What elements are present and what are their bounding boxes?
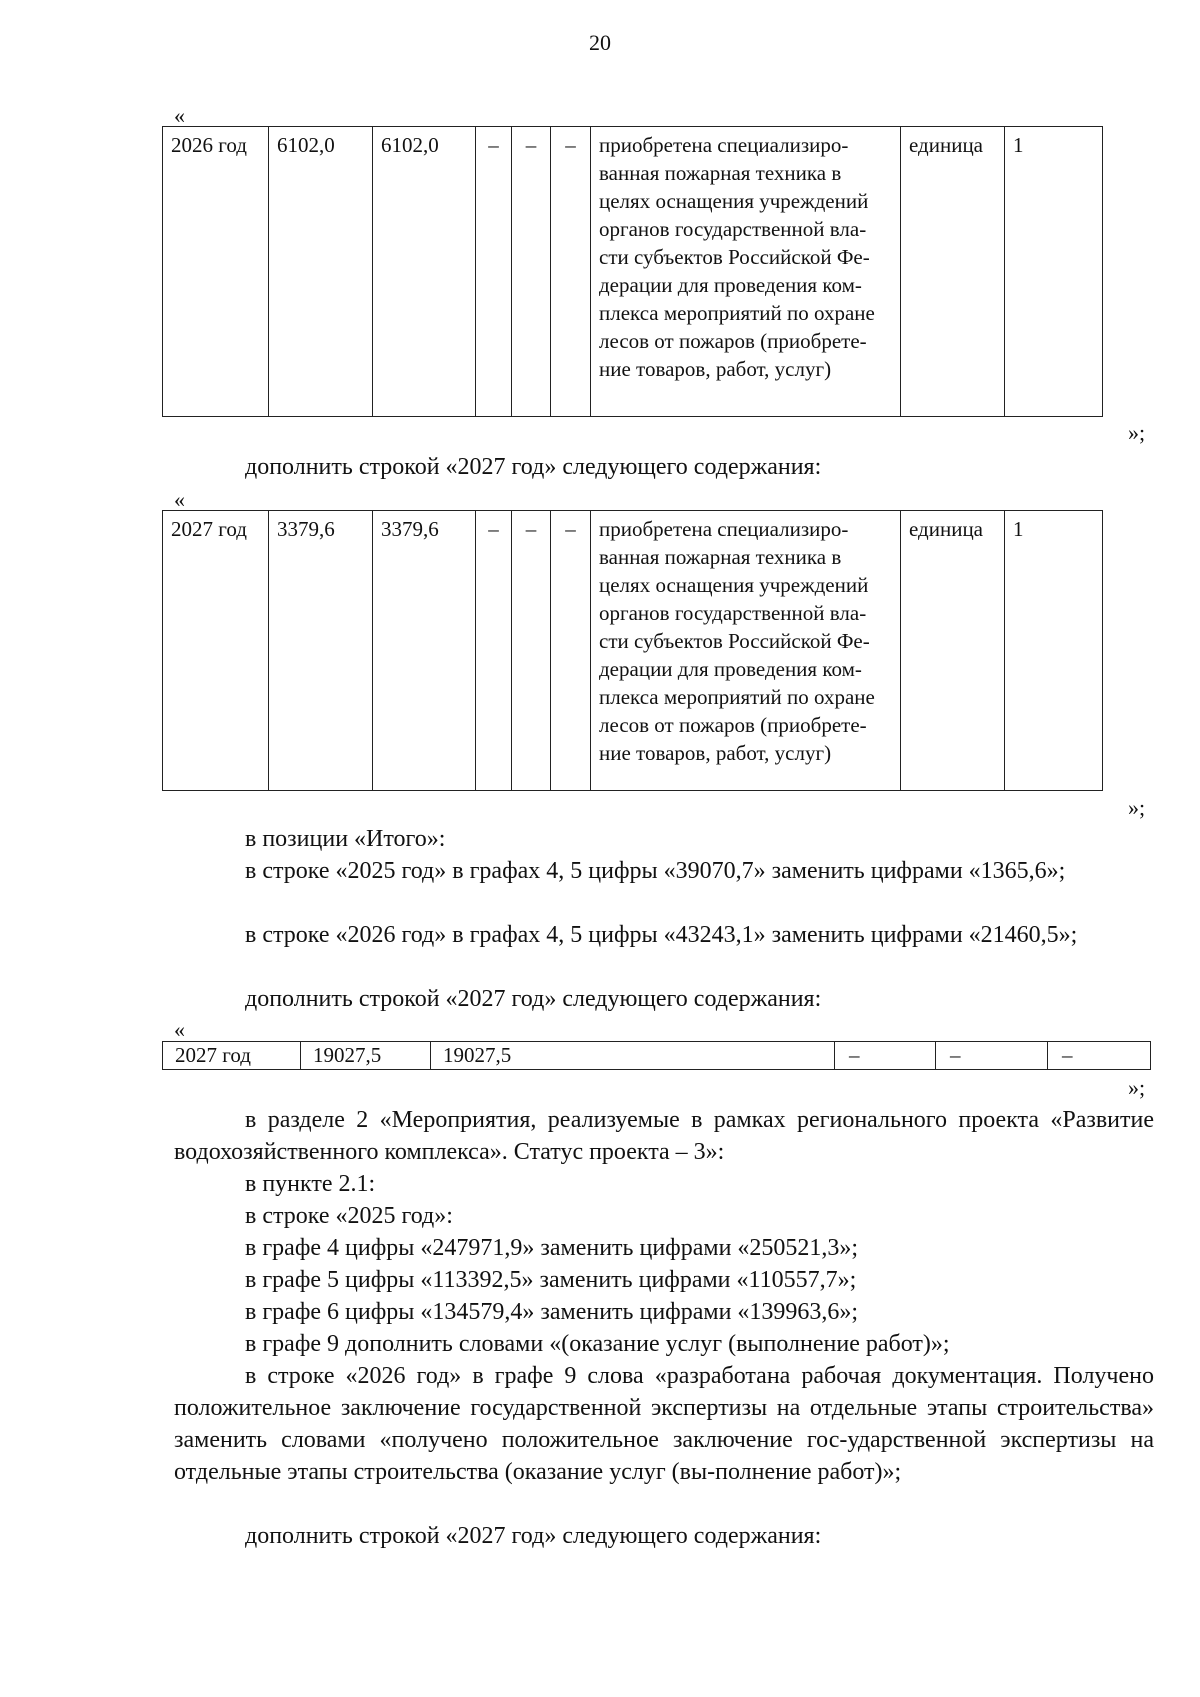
table-1-col2: 6102,0	[269, 127, 373, 417]
table-3	[162, 1041, 1151, 1070]
table-1-open-quote: «	[174, 103, 185, 128]
table-1-unit: единица	[901, 127, 1005, 417]
table-3-col3: 19027,5	[431, 1042, 835, 1070]
para-add-2027-c: дополнить строкой «2027 год» следующего содержания:	[245, 1523, 822, 1549]
table-2-dash3: –	[551, 511, 591, 791]
para-row-2025-b: в строке «2025 год»:	[245, 1203, 453, 1229]
table-2-year: 2027 год	[163, 511, 269, 791]
table-1-dash3: –	[551, 127, 591, 417]
table-3-dash2: –	[936, 1042, 1048, 1070]
table-3-year: 2027 год	[163, 1042, 301, 1070]
table-1-col3: 6102,0	[373, 127, 476, 417]
para-itogo: в позиции «Итого»:	[245, 826, 446, 852]
para-graph4: в графе 4 цифры «247971,9» заменить цифрами «250521,3»;	[245, 1235, 859, 1261]
para-graph6: в графе 6 цифры «134579,4» заменить цифрами «139963,6»;	[245, 1299, 859, 1325]
para-row-2026-b: в строке «2026 год» в графе 9 слова «разработана рабочая документация. Получено положительное заключение государственной экспертизы на отдельные этапы строительства» заменить словами «получено положительное заключение гос-ударственной экспертизы на отдельные этапы строительства (оказание услуг (вы-полнение работ)»;	[174, 1363, 1154, 1485]
table-2	[162, 510, 1103, 791]
table-2-col3: 3379,6	[373, 511, 476, 791]
table-1-row	[163, 127, 1103, 417]
table-2-description: приобретена специализиро-ванная пожарная техника в целях оснащения учреждений органов государственной вла-сти субъектов Российской Фе-дерации для проведения ком-плекса мероприятий по охране лесов от пожаров (приобрете-ние товаров, работ, услуг)	[591, 511, 901, 791]
table-1	[162, 126, 1103, 417]
table-1-dash2: –	[512, 127, 551, 417]
para-row-2026: в строке «2026 год» в графах 4, 5 цифры «43243,1» заменить цифрами «21460,5»;	[245, 922, 1078, 948]
table-3-col2: 19027,5	[301, 1042, 431, 1070]
para-add-2027-a: дополнить строкой «2027 год» следующего содержания:	[245, 454, 822, 480]
table-1-close-quote: »;	[1128, 420, 1146, 445]
table-1-dash1: –	[476, 127, 512, 417]
table-3-dash1: –	[835, 1042, 936, 1070]
para-add-2027-b: дополнить строкой «2027 год» следующего содержания:	[245, 986, 822, 1012]
table-3-close-quote: »;	[1128, 1075, 1146, 1100]
table-2-col2: 3379,6	[269, 511, 373, 791]
table-2-unit: единица	[901, 511, 1005, 791]
table-1-description: приобретена специализиро-ванная пожарная техника в целях оснащения учреждений органов государственной вла-сти субъектов Российской Фе-дерации для проведения ком-плекса мероприятий по охране лесов от пожаров (приобрете-ние товаров, работ, услуг)	[591, 127, 901, 417]
table-2-dash1: –	[476, 511, 512, 791]
table-3-open-quote: «	[174, 1017, 185, 1042]
table-2-row	[163, 511, 1103, 791]
para-point: в пункте 2.1:	[245, 1171, 376, 1197]
table-1-year: 2026 год	[163, 127, 269, 417]
table-3-dash3: –	[1048, 1042, 1151, 1070]
para-graph9: в графе 9 дополнить словами «(оказание услуг (выполнение работ)»;	[245, 1331, 950, 1357]
para-section2: в разделе 2 «Мероприятия, реализуемые в рамках регионального проекта «Развитие водохозяйственного комплекса». Статус проекта – 3»:	[174, 1107, 1154, 1165]
table-1-value: 1	[1005, 127, 1103, 417]
table-3-row	[163, 1042, 1151, 1070]
table-2-value: 1	[1005, 511, 1103, 791]
para-row-2025: в строке «2025 год» в графах 4, 5 цифры «39070,7» заменить цифрами «1365,6»;	[245, 858, 1066, 884]
page-number: 20	[589, 30, 611, 55]
table-2-close-quote: »;	[1128, 795, 1146, 820]
table-2-dash2: –	[512, 511, 551, 791]
table-2-open-quote: «	[174, 487, 185, 512]
para-graph5: в графе 5 цифры «113392,5» заменить цифрами «110557,7»;	[245, 1267, 857, 1293]
